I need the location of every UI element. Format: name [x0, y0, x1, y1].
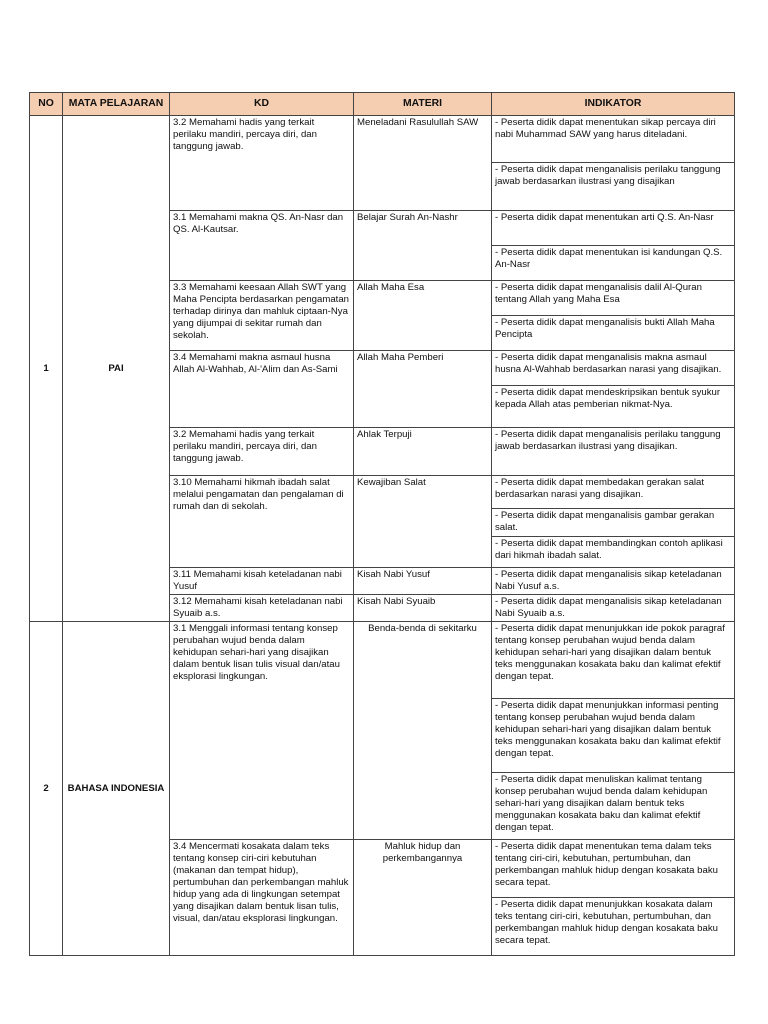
kd-cell: 3.2 Memahami hadis yang terkait perilaku mandiri, percaya diri, dan tanggung jawab. — [170, 116, 354, 211]
indikator-cell: - Peserta didik dapat menentukan isi kandungan Q.S. An-Nasr — [492, 246, 735, 281]
materi-cell: Kisah Nabi Syuaib — [354, 595, 492, 622]
indikator-cell: - Peserta didik dapat menunjukkan kosakata dalam teks tentang ciri-ciri, kebutuhan, pertumbuhan, dan perkembangan mahluk hidup dengan kosakata baku secara tepat. — [492, 898, 735, 956]
indikator-cell: - Peserta didik dapat mendeskripsikan bentuk syukur kepada Allah atas pemberian nikmat-Nya. — [492, 386, 735, 428]
indikator-cell: - Peserta didik dapat menentukan sikap percaya diri nabi Muhammad SAW yang harus diteladani. — [492, 116, 735, 163]
indikator-cell: - Peserta didik dapat menganalisis bukti Allah Maha Pencipta — [492, 316, 735, 351]
indikator-cell: - Peserta didik dapat menganalisis makna asmaul husna Al-Wahhab berdasarkan narasi yang disajikan. — [492, 351, 735, 386]
kd-cell: 3.10 Memahami hikmah ibadah salat melalui pengamatan dan pengalaman di rumah dan di sekolah. — [170, 476, 354, 568]
indikator-cell: - Peserta didik dapat membedakan gerakan salat berdasarkan narasi yang disajikan. — [492, 476, 735, 509]
subject-name: BAHASA INDONESIA — [63, 622, 170, 956]
kd-cell: 3.11 Memahami kisah keteladanan nabi Yusuf — [170, 568, 354, 595]
table-row — [30, 622, 735, 699]
indikator-cell: - Peserta didik dapat menganalisis sikap keteladanan Nabi Yusuf a.s. — [492, 568, 735, 595]
kd-cell: 3.4 Memahami makna asmaul husna Allah Al-Wahhab, Al-'Alim dan As-Sami — [170, 351, 354, 428]
indikator-cell: - Peserta didik dapat menganalisis perilaku tanggung jawab berdasarkan ilustrasi yang disajikan. — [492, 428, 735, 476]
materi-cell: Mahluk hidup dan perkembangannya — [354, 840, 492, 956]
header-no: NO — [30, 93, 63, 116]
materi-cell: Ahlak Terpuji — [354, 428, 492, 476]
kd-cell: 3.3 Memahami keesaan Allah SWT yang Maha Pencipta berdasarkan pengamatan terhadap dirinya dan mahluk ciptaan-Nya yang dijumpai di sekitar rumah dan sekolah. — [170, 281, 354, 351]
materi-cell: Kisah Nabi Yusuf — [354, 568, 492, 595]
table-row — [30, 116, 735, 163]
indikator-cell: - Peserta didik dapat menentukan arti Q.S. An-Nasr — [492, 211, 735, 246]
indikator-cell: - Peserta didik dapat menganalisis dalil Al-Quran tentang Allah yang Maha Esa — [492, 281, 735, 316]
header-mata-pelajaran: MATA PELAJARAN — [63, 93, 170, 116]
indikator-cell: - Peserta didik dapat menentukan tema dalam teks tentang ciri-ciri, kebutuhan, pertumbuhan, dan perkembangan mahluk hidup dengan kosakata baku secara tepat. — [492, 840, 735, 898]
indikator-cell: - Peserta didik dapat menunjukkan ide pokok paragraf tentang konsep perubahan wujud benda dalam kehidupan sehari-hari yang disajikan dalam bentuk teks menggunakan kosakata baku dan kalimat efektif dengan tepat. — [492, 622, 735, 699]
kd-table — [29, 92, 735, 956]
materi-cell: Belajar Surah An-Nashr — [354, 211, 492, 281]
indikator-cell: - Peserta didik dapat membandingkan contoh aplikasi dari hikmah ibadah salat. — [492, 537, 735, 568]
materi-cell: Kewajiban Salat — [354, 476, 492, 568]
indikator-cell: - Peserta didik dapat menganalisis perilaku tanggung jawab berdasarkan ilustrasi yang disajikan — [492, 163, 735, 211]
header-indikator: INDIKATOR — [492, 93, 735, 116]
row-number: 2 — [30, 622, 63, 956]
materi-cell: Meneladani Rasulullah SAW — [354, 116, 492, 211]
header-materi: MATERI — [354, 93, 492, 116]
header-row — [30, 93, 735, 116]
materi-cell: Benda-benda di sekitarku — [354, 622, 492, 840]
materi-cell: Allah Maha Pemberi — [354, 351, 492, 428]
kd-cell: 3.1 Memahami makna QS. An-Nasr dan QS. Al-Kautsar. — [170, 211, 354, 281]
indikator-cell: - Peserta didik dapat menganalisis gambar gerakan salat. — [492, 509, 735, 537]
kd-cell: 3.1 Menggali informasi tentang konsep perubahan wujud benda dalam kehidupan sehari-hari yang disajikan dalam bentuk lisan tulis visual dan/atau eksplorasi lingkungan. — [170, 622, 354, 840]
materi-cell: Allah Maha Esa — [354, 281, 492, 351]
indikator-cell: - Peserta didik dapat menganalisis sikap keteladanan Nabi Syuaib a.s. — [492, 595, 735, 622]
row-number: 1 — [30, 116, 63, 622]
table-body — [30, 116, 735, 956]
indikator-cell: - Peserta didik dapat menuliskan kalimat tentang konsep perubahan wujud benda dalam kehidupan sehari-hari yang disajikan dalam bentuk teks menggunakan kosakata baku dan kalimat efektif dengan tepat. — [492, 773, 735, 840]
kd-cell: 3.2 Memahami hadis yang terkait perilaku mandiri, percaya diri, dan tanggung jawab. — [170, 428, 354, 476]
kd-cell: 3.4 Mencermati kosakata dalam teks tentang konsep ciri-ciri kebutuhan (makanan dan tempat hidup), pertumbuhan dan perkembangan mahluk hidup yang ada di lingkungan setempat yang disajikan dalam bentuk lisan tulis, visual, dan/atau eksplorasi lingkungan. — [170, 840, 354, 956]
header-kd: KD — [170, 93, 354, 116]
subject-name: PAI — [63, 116, 170, 622]
indikator-cell: - Peserta didik dapat menunjukkan informasi penting tentang konsep perubahan wujud benda dalam kehidupan sehari-hari yang disajikan dalam bentuk teks menggunakan kosakata baku dan kalimat efektif dengan tepat. — [492, 699, 735, 773]
kd-cell: 3.12 Memahami kisah keteladanan nabi Syuaib a.s. — [170, 595, 354, 622]
